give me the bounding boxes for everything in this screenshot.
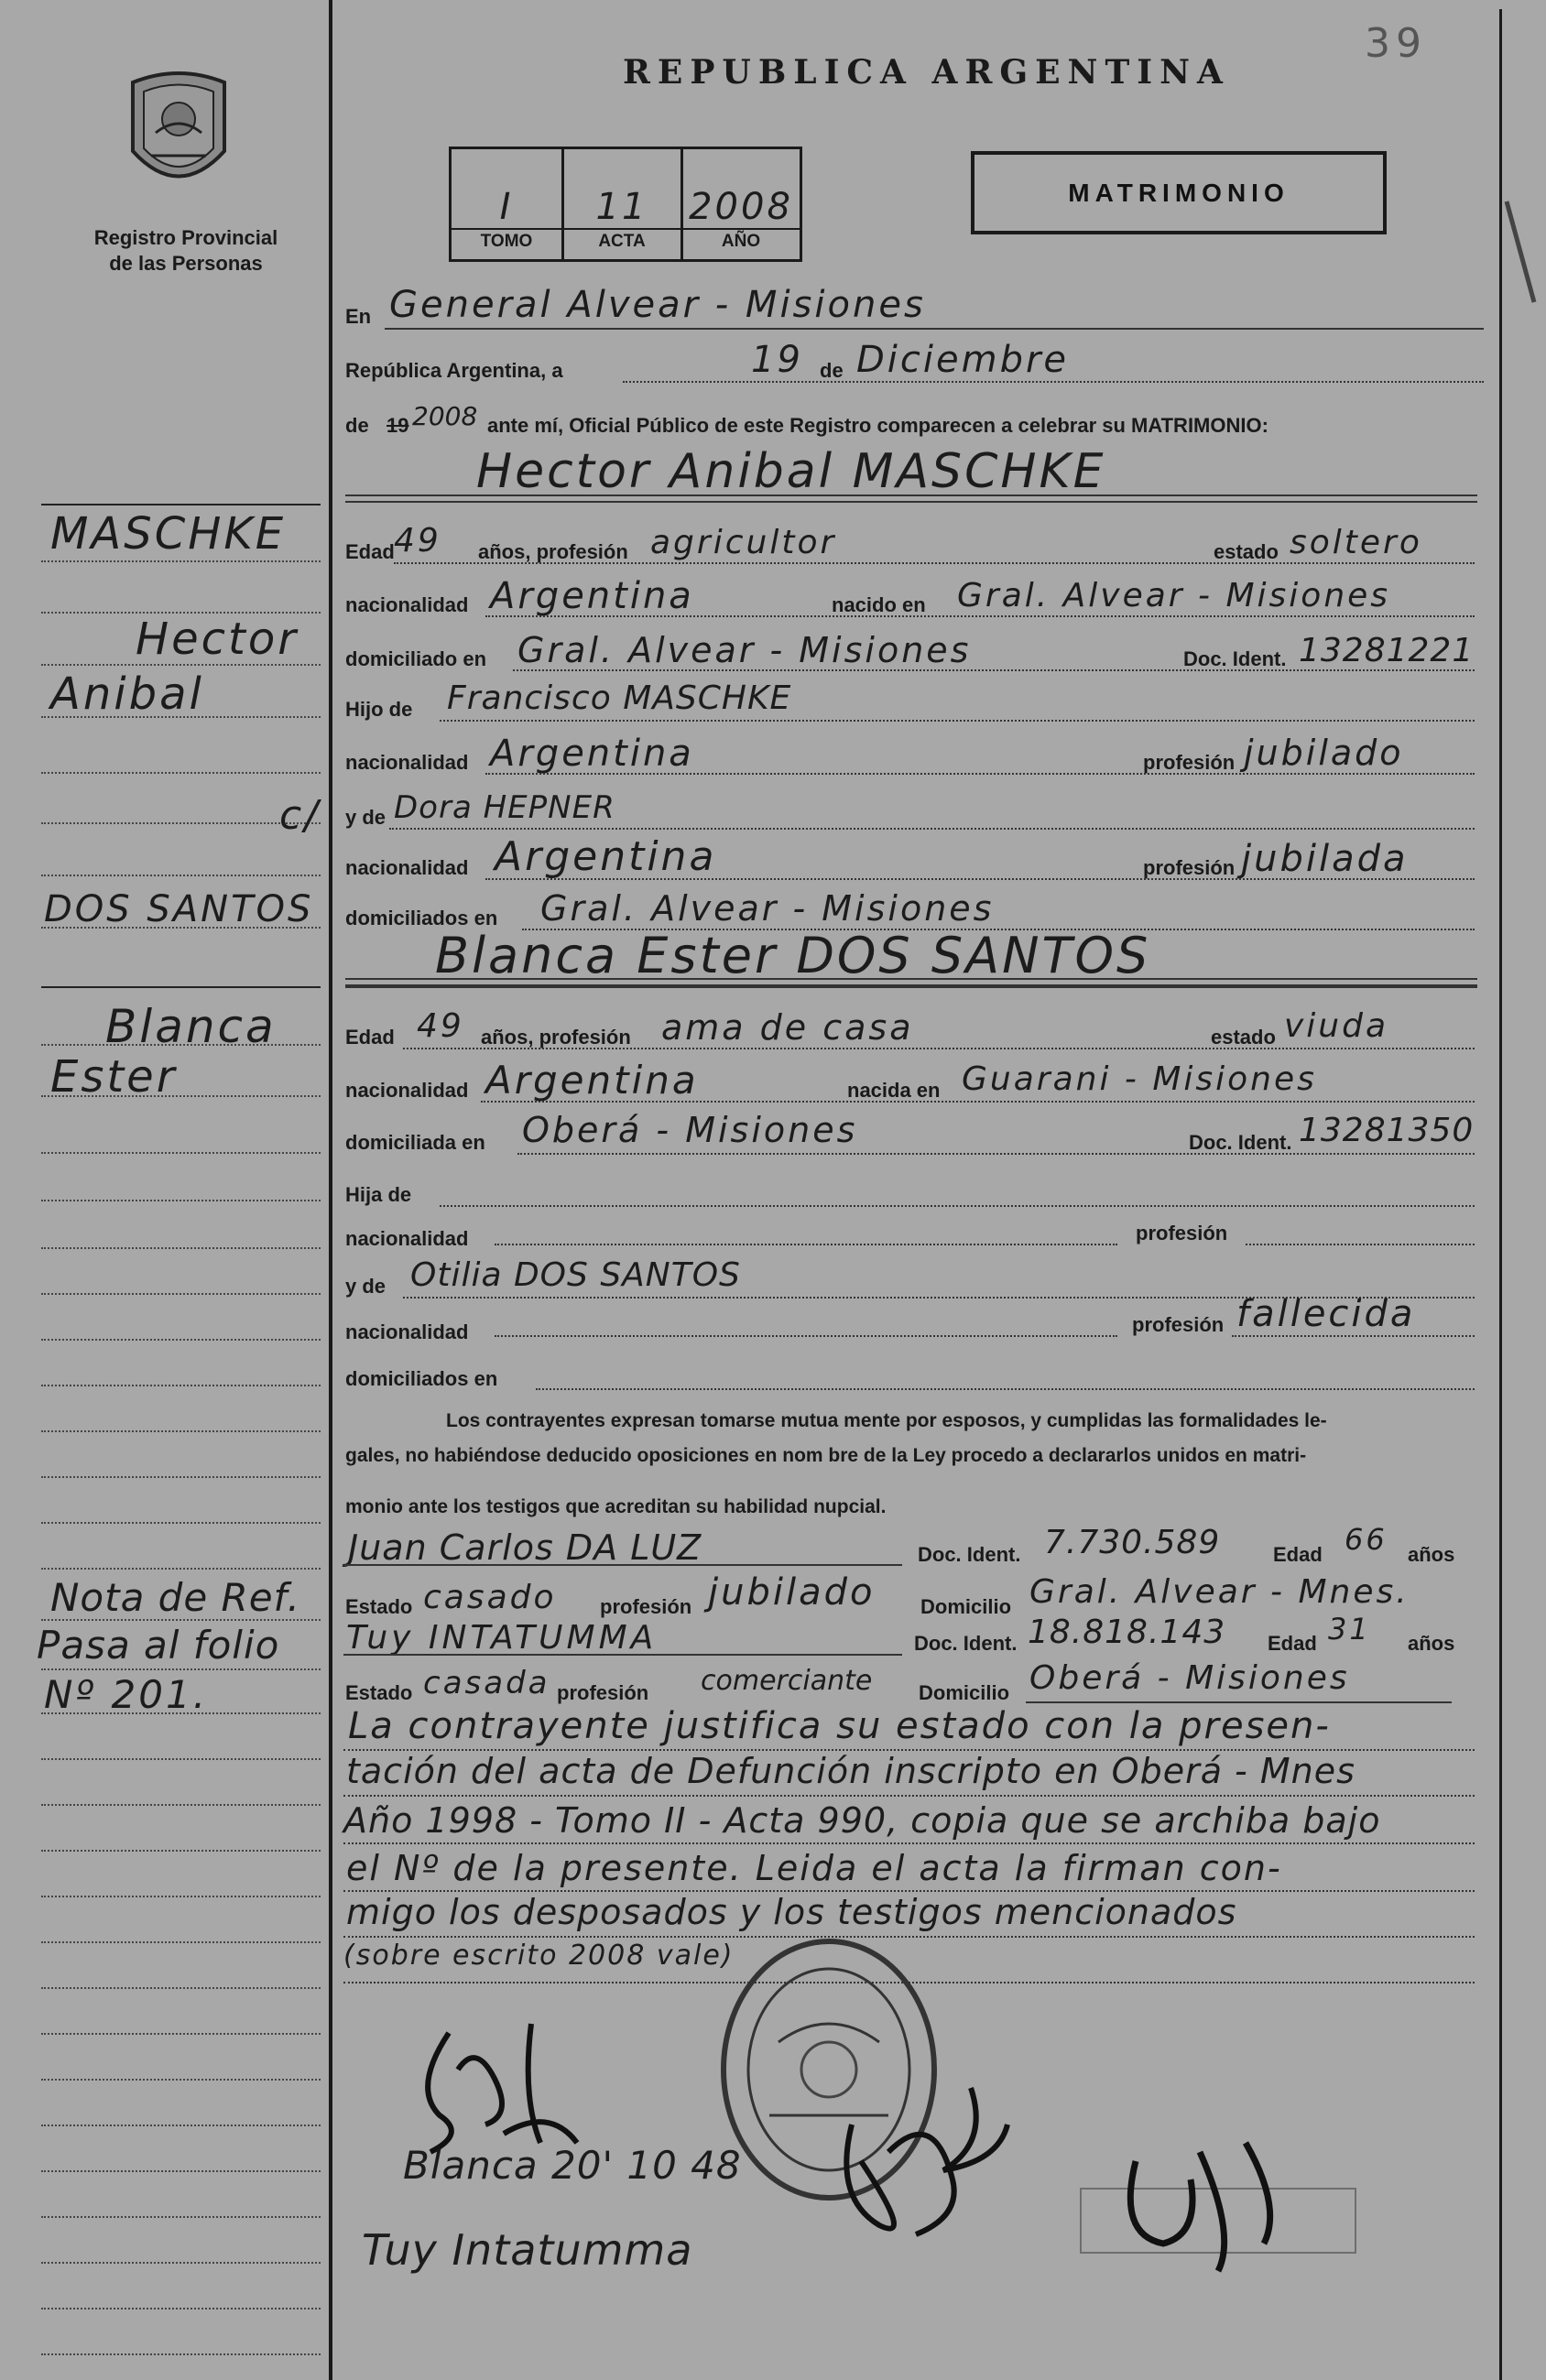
declaration-line2: gales, no habiéndose deducido oposiciones en nom bre de la Ley procedo a declararlos unidos en matri- (345, 1445, 1307, 1466)
witness1-doc: 7.730.589 (1044, 1524, 1221, 1561)
groom-label-nacionalidad: nacionalidad (345, 593, 469, 616)
witness2-label-estado: Estado (345, 1681, 413, 1704)
witness1-domicile: Gral. Alvear - Mnes. (1029, 1573, 1410, 1611)
bride-age: 49 (417, 1007, 464, 1045)
witness2-label-anos: años (1408, 1632, 1455, 1655)
bride-label-nacida: nacida en (847, 1079, 941, 1102)
groom-label-father-prof: profesión (1143, 751, 1236, 774)
note-line6: (sobre escrito 2008 vale) (343, 1940, 735, 1972)
witness1-label-edad: Edad (1273, 1543, 1323, 1566)
witness2-label-edad: Edad (1268, 1632, 1317, 1655)
bride-civil-status: viuda (1284, 1007, 1389, 1045)
groom-age: 49 (394, 522, 441, 560)
witness1-label-estado: Estado (345, 1595, 413, 1618)
bride-label-father-prof: profesión (1136, 1222, 1228, 1244)
tomo-value: I (499, 186, 514, 228)
bride-label-domiciliados: domiciliados en (345, 1367, 498, 1390)
bride-nationality: Argentina (485, 1058, 699, 1103)
bride-label-father-nat: nacionalidad (345, 1227, 469, 1250)
registry-name-line2: de las Personas (109, 252, 263, 275)
witness1-civil-status: casado (423, 1579, 557, 1616)
margin-surname2: DOS SANTOS (44, 888, 314, 930)
note-line3: Año 1998 - Tomo II - Acta 990, copia que se archiba bajo (343, 1800, 1381, 1841)
witness2-label-domicilio: Domicilio (919, 1681, 1010, 1704)
bride-mother: Otilia DOS SANTOS (410, 1256, 741, 1294)
groom-label-father-nat: nacionalidad (345, 751, 469, 774)
groom-label-anos-profesion: años, profesión (478, 540, 628, 563)
ceremony-day: 19 (751, 339, 803, 381)
groom-nationality: Argentina (490, 575, 694, 617)
label-de-year: de (345, 414, 369, 437)
groom-label-edad: Edad (345, 540, 395, 563)
witness1-label-domicilio: Domicilio (920, 1595, 1012, 1618)
groom-label-domiciliado: domiciliado en (345, 647, 487, 670)
acta-label: ACTA (598, 232, 646, 251)
ano-value: 2008 (689, 186, 793, 228)
bride-profession: ama de casa (661, 1007, 914, 1048)
groom-father: Francisco MASCHKE (447, 679, 792, 717)
label-en: En (345, 305, 372, 328)
margin-divider (329, 0, 332, 2380)
note-line1: La contrayente justifica su estado con la presen- (348, 1705, 1331, 1747)
witness2-label-doc: Doc. Ident. (914, 1632, 1018, 1655)
acta-value: 11 (595, 186, 648, 228)
witness1-age: 66 (1345, 1522, 1388, 1557)
note-line5: migo los desposados y los testigos mencionados (346, 1892, 1237, 1932)
bride-label-mother-prof: profesión (1132, 1313, 1225, 1336)
bride-signature: Blanca 20' 10 48 (403, 2143, 742, 2188)
margin-given2b: Ester (50, 1051, 178, 1103)
bride-domicile: Oberá - Misiones (522, 1110, 858, 1150)
groom-mother: Dora HEPNER (394, 789, 615, 826)
groom-label-hijo: Hijo de (345, 698, 413, 721)
witness2-civil-status: casada (423, 1665, 550, 1701)
ano-label: AÑO (721, 232, 761, 251)
note-line4: el Nº de la presente. Leida el acta la firman con- (346, 1848, 1282, 1888)
groom-label-nacido: nacido en (832, 593, 926, 616)
margin-surname1: MASCHKE (50, 508, 287, 560)
groom-domicile: Gral. Alvear - Misiones (517, 630, 972, 670)
groom-label-mother-prof: profesión (1143, 856, 1236, 879)
groom-civil-status: soltero (1290, 524, 1422, 561)
right-border (1499, 9, 1502, 2380)
margin-connector: c/ (279, 792, 321, 839)
year-printed: 19 (386, 414, 409, 437)
witness1-label-anos: años (1408, 1543, 1455, 1566)
delegation-stamp-signature-icon (1081, 2125, 1374, 2289)
witness1-profession: jubilado (708, 1571, 876, 1614)
witness1-name: Juan Carlos DA LUZ (348, 1527, 702, 1568)
label-republica: República Argentina, a (345, 359, 563, 382)
declaration-line1: Los contrayentes expresan tomarse mutua mente por esposos, y cumplidas las formalidades le- (446, 1410, 1327, 1431)
witness2-domicile: Oberá - Misiones (1029, 1659, 1350, 1697)
declaration-line3: monio ante los testigos que acreditan su habilidad nupcial. (345, 1496, 887, 1517)
witness2-profession: comerciante (701, 1665, 873, 1697)
groom-label-y-de: y de (345, 806, 386, 829)
bride-label-mother-nat: nacionalidad (345, 1320, 469, 1343)
bride-label-domiciliada: domiciliada en (345, 1131, 485, 1154)
registry-name-line1: Registro Provincial (93, 226, 278, 249)
margin-given1b: Anibal (50, 668, 204, 720)
witness1-label-doc: Doc. Ident. (918, 1543, 1021, 1566)
witness2-age: 31 (1328, 1612, 1371, 1646)
officer-signature-icon (394, 2015, 614, 2161)
ceremony-place: General Alvear - Misiones (389, 284, 926, 326)
groom-signature-icon (806, 2070, 1017, 2253)
groom-label-estado: estado (1214, 540, 1279, 563)
margin-note1: Nota de Ref. (50, 1575, 300, 1620)
note-line2: tación del acta de Defunción inscripto en Oberá - Mnes (346, 1751, 1355, 1791)
witness2-label-profesion: profesión (557, 1681, 649, 1704)
bride-label-doc: Doc. Ident. (1189, 1131, 1292, 1154)
witness2-name: Tuy INTATUMMA (346, 1619, 658, 1657)
record-number-box (449, 147, 802, 262)
groom-full-name: Hector Anibal MASCHKE (476, 444, 1106, 499)
witness-signature: Tuy Intatumma (362, 2225, 693, 2275)
record-type-box (971, 151, 1387, 234)
bride-label-hija: Hija de (345, 1183, 412, 1206)
paper-clip-icon (1502, 192, 1543, 311)
groom-mother-nationality: Argentina (495, 833, 717, 880)
bride-birthplace: Guarani - Misiones (962, 1060, 1317, 1098)
groom-label-domiciliados: domiciliados en (345, 907, 498, 929)
page-number: 39 (1365, 20, 1427, 67)
bride-label-nacionalidad: nacionalidad (345, 1079, 469, 1102)
record-type: MATRIMONIO (1068, 178, 1290, 207)
groom-profession: agricultor (650, 524, 837, 561)
country-title: REPUBLICA ARGENTINA (623, 53, 1230, 92)
groom-birthplace: Gral. Alvear - Misiones (957, 577, 1391, 614)
groom-doc: 13281221 (1299, 632, 1475, 669)
groom-father-nationality: Argentina (490, 733, 694, 775)
groom-label-mother-nat: nacionalidad (345, 856, 469, 879)
bride-label-estado: estado (1211, 1026, 1276, 1049)
bride-label-anos-profesion: años, profesión (481, 1026, 631, 1049)
margin-given2a: Blanca (105, 1000, 277, 1053)
margin-given1a: Hector (136, 614, 299, 665)
groom-mother-profession: jubilada (1241, 838, 1409, 880)
margin-note2: Pasa al folio (37, 1623, 280, 1668)
year-written: 2008 (412, 401, 478, 431)
groom-father-profession: jubilado (1244, 733, 1404, 773)
groom-label-doc: Doc. Ident. (1183, 647, 1287, 670)
groom-parents-domicile: Gral. Alvear - Misiones (540, 888, 995, 929)
witness1-label-profesion: profesión (600, 1595, 692, 1618)
label-de: de (820, 359, 844, 382)
bride-doc: 13281350 (1299, 1112, 1475, 1149)
bride-label-edad: Edad (345, 1026, 395, 1049)
margin-note3: Nº 201. (44, 1672, 209, 1717)
bride-full-name: Blanca Ester DOS SANTOS (435, 927, 1151, 984)
bride-mother-profession: fallecida (1236, 1293, 1416, 1335)
intro-statement: ante mí, Oficial Público de este Registro comparecen a celebrar su MATRIMONIO: (487, 414, 1268, 437)
ceremony-month: Diciembre (856, 339, 1070, 381)
bride-label-y-de: y de (345, 1275, 386, 1298)
witness2-doc: 18.818.143 (1028, 1614, 1226, 1651)
province-emblem-icon (124, 64, 234, 201)
tomo-label: TOMO (480, 232, 533, 251)
